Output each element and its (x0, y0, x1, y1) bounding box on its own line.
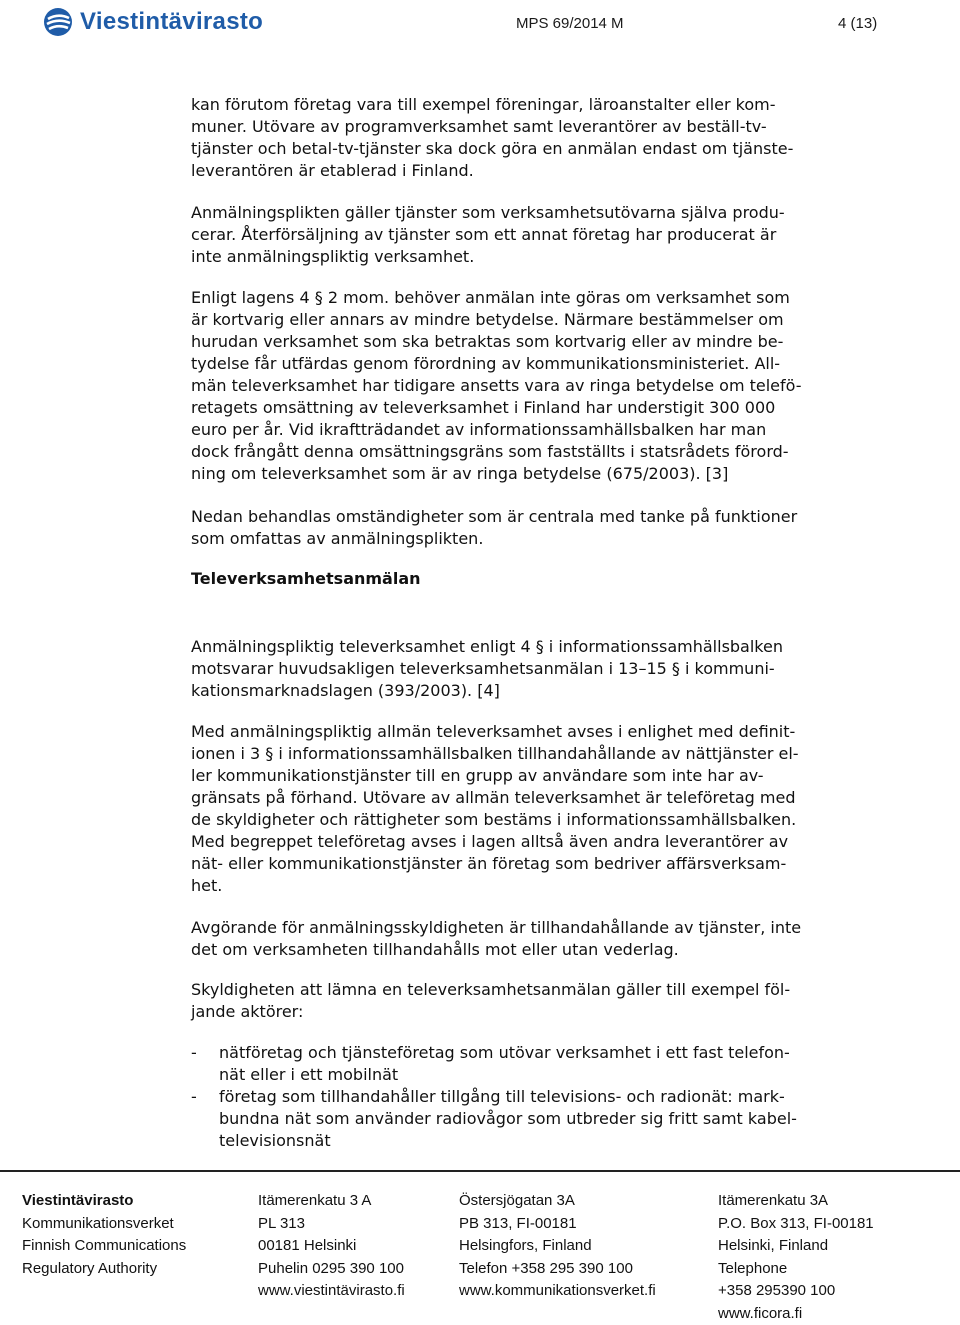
footer-column-finnish (258, 1190, 405, 1303)
text-line: nät- eller kommunikationstjänster än företag som bedriver affärsverksam- (191, 853, 891, 875)
document-id: MPS 69/2014 M (516, 15, 624, 32)
footer-link[interactable]: www.kommunikationsverket.fi (459, 1280, 656, 1303)
text-line: män televerksamhet har tidigare ansetts vara av ringa betydelse om telefö- (191, 375, 891, 397)
section-heading: Televerksamhetsanmälan (191, 568, 421, 590)
text-line: het. (191, 875, 891, 897)
text-line: ionen i 3 § i informationssamhällsbalken tillhandahållande av nättjänster el- (191, 743, 891, 765)
text-line: gränsats på förhand. Utövare av allmän televerksamhet är teleföretag med (191, 787, 891, 809)
page-number: 4 (13) (838, 15, 877, 32)
paragraph-5 (191, 636, 891, 702)
text-line: inte anmälningspliktig verksamhet. (191, 246, 891, 268)
text-line: det om verksamheten tillhandahålls mot eller utan vederlag. (191, 939, 891, 961)
footer-line: Regulatory Authority (22, 1258, 186, 1281)
text-line: Med begreppet teleföretag avses i lagen alltså även andra leverantörer av (191, 831, 891, 853)
footer-line: Helsingfors, Finland (459, 1235, 656, 1258)
footer-line: Helsinki, Finland (718, 1235, 874, 1258)
text-line: bundna nät som använder radiovågor som utbreder sig fritt samt kabel- (219, 1108, 891, 1130)
text-line: euro per år. Vid ikraftträdandet av informationssamhällsbalken har man (191, 419, 891, 441)
text-line: ning om televerksamhet som är av ringa betydelse (675/2003). [3] (191, 463, 891, 485)
text-line: kationsmarknadslagen (393/2003). [4] (191, 680, 891, 702)
paragraph-4 (191, 506, 891, 550)
text-line: tydelse får utfärdas genom förordning av kommunikationsministeriet. All- (191, 353, 891, 375)
footer-line: P.O. Box 313, FI-00181 (718, 1213, 874, 1236)
footer-line: Kommunikationsverket (22, 1213, 186, 1236)
text-line: nät eller i ett mobilnät (219, 1064, 891, 1086)
text-line: Nedan behandlas omständigheter som är centrala med tanke på funktioner (191, 506, 891, 528)
footer-line: Telefon +358 295 390 100 (459, 1258, 656, 1281)
text-line: jande aktörer: (191, 1001, 891, 1023)
text-line: är kortvarig eller annars av mindre betydelse. Närmare bestämmelser om (191, 309, 891, 331)
text-line: Med anmälningspliktig allmän televerksamhet avses i enlighet med definit- (191, 721, 891, 743)
footer-column-agency (22, 1190, 186, 1280)
bullet-dash: - (191, 1086, 197, 1108)
list-item (191, 1086, 891, 1152)
text-line: hurudan verksamhet som ska betraktas som kortvarig eller av mindre be- (191, 331, 891, 353)
text-line: nätföretag och tjänsteföretag som utövar verksamhet i ett fast telefon- (219, 1042, 891, 1064)
footer-line: PB 313, FI-00181 (459, 1213, 656, 1236)
footer-link[interactable]: www.viestintävirasto.fi (258, 1280, 405, 1303)
paragraph-7 (191, 917, 891, 961)
agency-emblem-icon (42, 6, 76, 38)
page-header (0, 0, 960, 60)
text-line: Skyldigheten att lämna en televerksamhetsanmälan gäller till exempel föl- (191, 979, 891, 1001)
text-line: dock frångått denna omsättningsgräns som fastställts i statsrådets förord- (191, 441, 891, 463)
text-line: motsvarar huvudsakligen televerksamhetsanmälan i 13–15 § i kommuni- (191, 658, 891, 680)
footer-line: Viestintävirasto (22, 1190, 186, 1213)
text-line: som omfattas av anmälningsplikten. (191, 528, 891, 550)
footer-line: Telephone (718, 1258, 874, 1281)
text-line: televisionsnät (219, 1130, 891, 1152)
footer-line: 00181 Helsinki (258, 1235, 405, 1258)
footer-line: Itämerenkatu 3 A (258, 1190, 405, 1213)
footer-column-swedish (459, 1190, 656, 1303)
logo (42, 6, 263, 38)
text-line: cerar. Återförsäljning av tjänster som ett annat företag har producerat är (191, 224, 891, 246)
text-line: företag som tillhandahåller tillgång till televisions- och radionät: mark- (219, 1086, 891, 1108)
footer-column-english (718, 1190, 874, 1325)
text-line: kan förutom företag vara till exempel föreningar, läroanstalter eller kom- (191, 94, 891, 116)
paragraph-3 (191, 287, 891, 485)
text-line: Avgörande för anmälningsskyldigheten är tillhandahållande av tjänster, inte (191, 917, 891, 939)
footer-line: Finnish Communications (22, 1235, 186, 1258)
text-line: Anmälningsplikten gäller tjänster som verksamhetsutövarna själva produ- (191, 202, 891, 224)
text-line: de skyldigheter och rättigheter som bestäms i informationssamhällsbalken. (191, 809, 891, 831)
bullet-dash: - (191, 1042, 197, 1064)
footer-line: Itämerenkatu 3A (718, 1190, 874, 1213)
paragraph-1 (191, 94, 891, 182)
text-line: Anmälningspliktig televerksamhet enligt 4 § i informationssamhällsbalken (191, 636, 891, 658)
text-line: retagets omsättning av televerksamhet i Finland har understigit 300 000 (191, 397, 891, 419)
footer-line: PL 313 (258, 1213, 405, 1236)
footer-line: Östersjögatan 3A (459, 1190, 656, 1213)
text-line: tjänster och betal-tv-tjänster ska dock göra en anmälan endast om tjänste- (191, 138, 891, 160)
text-line: muner. Utövare av programverksamhet samt leverantörer av beställ-tv- (191, 116, 891, 138)
list-item (191, 1042, 891, 1086)
footer-link[interactable]: www.ficora.fi (718, 1303, 874, 1325)
text-line: Enligt lagens 4 § 2 mom. behöver anmälan inte göras om verksamhet som (191, 287, 891, 309)
paragraph-2 (191, 202, 891, 268)
paragraph-8 (191, 979, 891, 1023)
paragraph-6 (191, 721, 891, 897)
text-line: ler kommunikationstjänster till en grupp av användare som inte har av- (191, 765, 891, 787)
text-line: leverantören är etablerad i Finland. (191, 160, 891, 182)
logo-text: Viestintävirasto (80, 8, 263, 36)
footer-divider (0, 1170, 960, 1172)
footer-line: +358 295390 100 (718, 1280, 874, 1303)
bullet-list (191, 1042, 891, 1152)
footer-line: Puhelin 0295 390 100 (258, 1258, 405, 1281)
